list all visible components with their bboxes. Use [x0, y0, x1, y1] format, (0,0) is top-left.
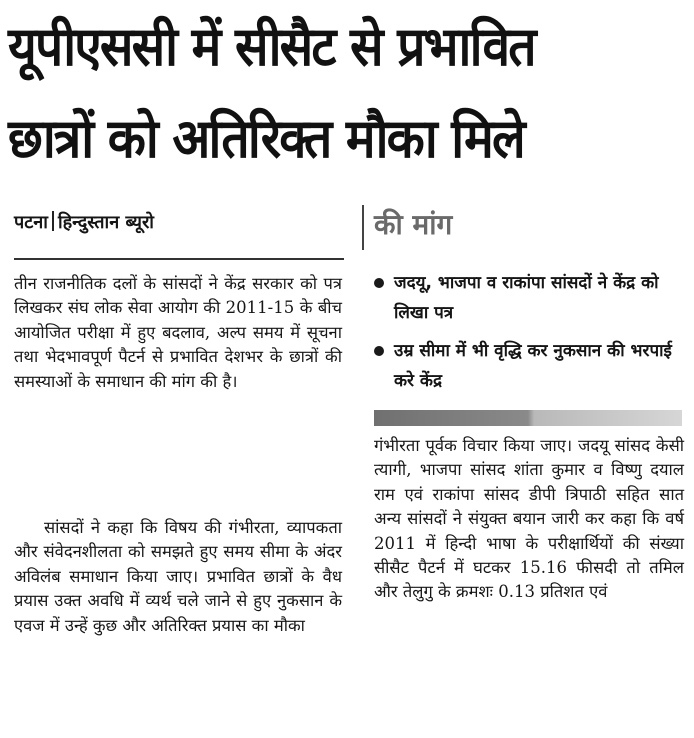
body-paragraph: तीन राजनीतिक दलों के सांसदों ने केंद्र सरकार को पत्र लिखकर संघ लोक सेवा आयोग की 2011-15 के बीच आयोजित परीक्षा में हुए बदलाव, अल्प समय में सूचना तथा भेदभावपूर्ण पैटर्न से प्रभावित देशभर के छात्रों की समस्याओं के समाधान की मांग की है। [14, 274, 342, 391]
highlight-item [374, 268, 684, 328]
highlight-text: जदयू, भाजपा व राकांपा सांसदों ने केंद्र को लिखा पत्र [394, 273, 659, 323]
byline [14, 210, 154, 234]
highlight-item [374, 336, 684, 396]
byline-rule [14, 258, 344, 260]
highlight-text: उम्र सीमा में भी वृद्धि कर नुकसान की भरपाई करे केंद्र [394, 341, 672, 391]
bullet-icon [374, 346, 384, 356]
byline-separator [52, 211, 54, 231]
section-shade-bar [374, 410, 682, 426]
body-paragraph: सांसदों ने कहा कि विषय की गंभीरता, व्यापकता और संवेदनशीलता को समझते हुए समय सीमा के अंदर अविलंब समाधान किया जाए। प्रभावित छात्रों के वैध प्रयास उक्त अवधि में व्यर्थ चले जाने से हुए नुकसान के एवज में उन्हें कुछ और अतिरिक्त प्रयास का मौका [14, 518, 342, 635]
subhead: की मांग [374, 208, 453, 241]
byline-bureau: हिन्दुस्तान ब्यूरो [57, 212, 154, 233]
headline-line-2: छात्रों को अतिरिक्त मौका मिले [8, 107, 524, 170]
body-paragraph: गंभीरता पूर्वक विचार किया जाए। जदयू सांसद केसी त्यागी, भाजपा सांसद शांता कुमार व विष्णु दयाल राम एवं राकांपा सांसद डीपी त्रिपाठी सहित सात अन्य सांसदों ने संयुक्त बयान जारी कर कहा कि वर्ष 2011 में हिन्दी भाषा के परीक्षार्थियों की संख्या सीसैट पैटर्न में घटकर 15.16 फीसदी तो तमिल और तेलुगु के क्रमशः 0.13 प्रतिशत एवं [374, 436, 684, 602]
column-divider [362, 205, 364, 250]
byline-city: पटना [14, 212, 48, 233]
highlights-list [374, 268, 684, 404]
bullet-icon [374, 278, 384, 288]
headline-line-1: यूपीएससी में सीसैट से प्रभावित [8, 15, 535, 78]
